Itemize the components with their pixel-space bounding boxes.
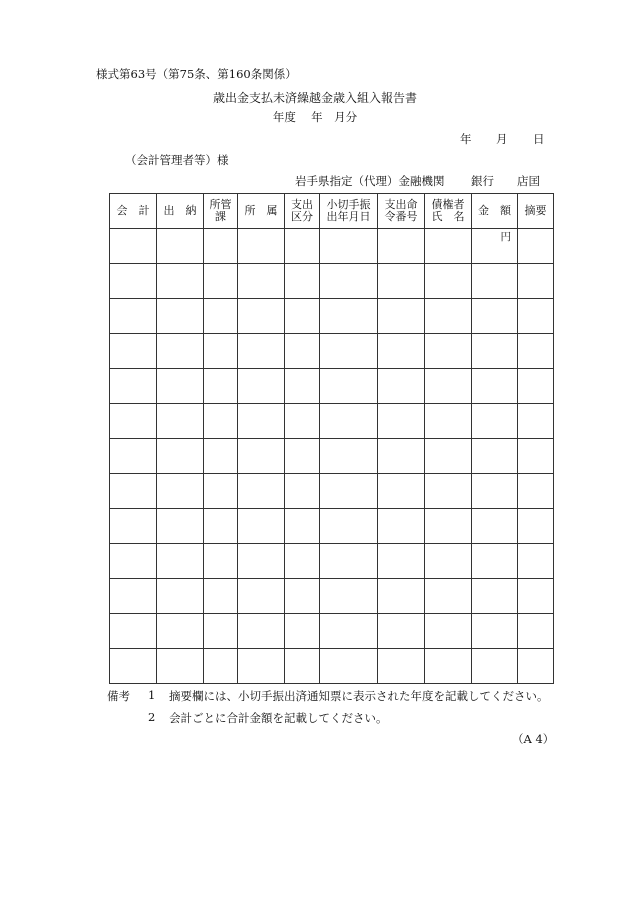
table-row	[110, 439, 554, 474]
cell-expense-category[interactable]	[285, 334, 320, 369]
cell-remarks[interactable]	[518, 439, 554, 474]
cell-remarks[interactable]	[518, 474, 554, 509]
cell-remarks[interactable]	[518, 369, 554, 404]
cell-affiliation[interactable]	[238, 229, 285, 264]
cell-order-number[interactable]	[378, 649, 425, 684]
cell-order-number[interactable]	[378, 264, 425, 299]
cell-creditor-name[interactable]	[425, 544, 472, 579]
cell-accounting[interactable]	[110, 299, 157, 334]
notes-label: 備考	[107, 689, 130, 703]
cell-disbursement[interactable]	[157, 439, 204, 474]
cell-affiliation[interactable]	[238, 544, 285, 579]
cell-remarks[interactable]	[518, 404, 554, 439]
branch-label: 店囯	[517, 174, 540, 188]
note-number: 2	[148, 710, 156, 724]
cell-order-number[interactable]	[378, 369, 425, 404]
column-header-amount: 金 額	[472, 194, 518, 229]
column-header-expense-category: 支出 区分	[285, 194, 320, 229]
financial-institution-label: 岩手県指定（代理）金融機関	[295, 174, 445, 188]
cell-remarks[interactable]	[518, 264, 554, 299]
cell-creditor-name[interactable]	[425, 369, 472, 404]
cell-check-issue-date[interactable]	[320, 614, 378, 649]
report-period: 年度 年 月分	[272, 110, 358, 124]
table-row	[110, 229, 554, 264]
cell-department[interactable]	[204, 369, 238, 404]
cell-order-number[interactable]	[378, 474, 425, 509]
cell-creditor-name[interactable]	[425, 649, 472, 684]
cell-check-issue-date[interactable]	[320, 229, 378, 264]
cell-accounting[interactable]	[110, 614, 157, 649]
cell-affiliation[interactable]	[238, 474, 285, 509]
table-header-row	[110, 194, 554, 229]
cell-department[interactable]	[204, 614, 238, 649]
table-row	[110, 264, 554, 299]
cell-check-issue-date[interactable]	[320, 334, 378, 369]
table-row	[110, 614, 554, 649]
cell-affiliation[interactable]	[238, 299, 285, 334]
addressee: （会計管理者等）様	[125, 153, 229, 167]
cell-affiliation[interactable]	[238, 509, 285, 544]
cell-accounting[interactable]	[110, 579, 157, 614]
cell-expense-category[interactable]	[285, 299, 320, 334]
cell-expense-category[interactable]	[285, 369, 320, 404]
cell-accounting[interactable]	[110, 369, 157, 404]
cell-department[interactable]	[204, 264, 238, 299]
cell-accounting[interactable]	[110, 334, 157, 369]
cell-department[interactable]	[204, 474, 238, 509]
cell-check-issue-date[interactable]	[320, 474, 378, 509]
cell-remarks[interactable]	[518, 649, 554, 684]
table-row	[110, 544, 554, 579]
table-row	[110, 334, 554, 369]
note-number: 1	[148, 688, 156, 702]
cell-disbursement[interactable]	[157, 264, 204, 299]
cell-amount[interactable]	[472, 299, 518, 334]
cell-check-issue-date[interactable]	[320, 404, 378, 439]
cell-amount[interactable]	[472, 264, 518, 299]
cell-disbursement[interactable]	[157, 404, 204, 439]
cell-department[interactable]	[204, 579, 238, 614]
cell-amount[interactable]	[472, 439, 518, 474]
cell-remarks[interactable]	[518, 229, 554, 264]
cell-amount[interactable]	[472, 509, 518, 544]
table-row	[110, 509, 554, 544]
cell-amount[interactable]	[472, 369, 518, 404]
cell-disbursement[interactable]	[157, 544, 204, 579]
cell-accounting[interactable]	[110, 649, 157, 684]
table-row	[110, 369, 554, 404]
cell-affiliation[interactable]	[238, 404, 285, 439]
cell-creditor-name[interactable]	[425, 509, 472, 544]
cell-creditor-name[interactable]	[425, 264, 472, 299]
column-header-creditor-name: 債権者 氏 名	[425, 194, 472, 229]
cell-check-issue-date[interactable]	[320, 509, 378, 544]
note-text: 摘要欄には、小切手振出済通知票に表示された年度を記載してください。	[169, 689, 549, 703]
cell-affiliation[interactable]	[238, 264, 285, 299]
cell-creditor-name[interactable]	[425, 474, 472, 509]
cell-accounting[interactable]	[110, 474, 157, 509]
cell-check-issue-date[interactable]	[320, 369, 378, 404]
cell-remarks[interactable]	[518, 614, 554, 649]
column-header-order-number: 支出命 令番号	[378, 194, 425, 229]
cell-disbursement[interactable]	[157, 229, 204, 264]
cell-check-issue-date[interactable]	[320, 264, 378, 299]
amount-unit-label: 円	[500, 231, 511, 243]
cell-remarks[interactable]	[518, 334, 554, 369]
cell-disbursement[interactable]	[157, 614, 204, 649]
column-header-check-issue-date: 小切手振 出年月日	[320, 194, 378, 229]
cell-disbursement[interactable]	[157, 474, 204, 509]
cell-disbursement[interactable]	[157, 649, 204, 684]
cell-department[interactable]	[204, 299, 238, 334]
column-header-accounting: 会 計	[110, 194, 157, 229]
cell-expense-category[interactable]	[285, 614, 320, 649]
cell-order-number[interactable]	[378, 334, 425, 369]
column-header-remarks: 摘要	[518, 194, 554, 229]
cell-order-number[interactable]	[378, 299, 425, 334]
table-row	[110, 404, 554, 439]
cell-amount[interactable]	[472, 579, 518, 614]
table-row	[110, 474, 554, 509]
cell-order-number[interactable]	[378, 614, 425, 649]
cell-amount[interactable]	[472, 334, 518, 369]
cell-expense-category[interactable]	[285, 474, 320, 509]
cell-affiliation[interactable]	[238, 579, 285, 614]
date-month-label: 月	[496, 132, 508, 146]
cell-order-number[interactable]	[378, 439, 425, 474]
cell-amount[interactable]	[472, 229, 518, 264]
cell-creditor-name[interactable]	[425, 579, 472, 614]
cell-expense-category[interactable]	[285, 579, 320, 614]
column-header-affiliation: 所 属	[238, 194, 285, 229]
cell-accounting[interactable]	[110, 509, 157, 544]
cell-amount[interactable]	[472, 649, 518, 684]
cell-expense-category[interactable]	[285, 404, 320, 439]
cell-accounting[interactable]	[110, 264, 157, 299]
cell-expense-category[interactable]	[285, 229, 320, 264]
date-day-label: 日	[533, 132, 545, 146]
cell-disbursement[interactable]	[157, 369, 204, 404]
cell-affiliation[interactable]	[238, 649, 285, 684]
cell-expense-category[interactable]	[285, 264, 320, 299]
cell-disbursement[interactable]	[157, 334, 204, 369]
document-title: 歳出金支払未済繰越金歳入組入報告書	[212, 91, 417, 105]
cell-disbursement[interactable]	[157, 579, 204, 614]
form-number: 様式第63号（第75条、第160条関係）	[96, 67, 297, 81]
cell-order-number[interactable]	[378, 579, 425, 614]
table-row	[110, 299, 554, 334]
cell-disbursement[interactable]	[157, 299, 204, 334]
cell-amount[interactable]	[472, 474, 518, 509]
cell-department[interactable]	[204, 439, 238, 474]
cell-expense-category[interactable]	[285, 509, 320, 544]
cell-department[interactable]	[204, 649, 238, 684]
cell-affiliation[interactable]	[238, 334, 285, 369]
cell-creditor-name[interactable]	[425, 614, 472, 649]
cell-expense-category[interactable]	[285, 649, 320, 684]
cell-check-issue-date[interactable]	[320, 579, 378, 614]
cell-accounting[interactable]	[110, 439, 157, 474]
cell-department[interactable]	[204, 229, 238, 264]
paper-size-label: （A 4）	[512, 732, 555, 746]
cell-check-issue-date[interactable]	[320, 439, 378, 474]
cell-expense-category[interactable]	[285, 544, 320, 579]
cell-expense-category[interactable]	[285, 439, 320, 474]
cell-department[interactable]	[204, 544, 238, 579]
date-year-label: 年	[460, 132, 472, 146]
cell-order-number[interactable]	[378, 544, 425, 579]
cell-department[interactable]	[204, 334, 238, 369]
note-text: 会計ごとに合計金額を記載してください。	[169, 711, 388, 725]
cell-creditor-name[interactable]	[425, 439, 472, 474]
cell-affiliation[interactable]	[238, 369, 285, 404]
cell-remarks[interactable]	[518, 509, 554, 544]
cell-creditor-name[interactable]	[425, 334, 472, 369]
cell-remarks[interactable]	[518, 544, 554, 579]
table-row	[110, 649, 554, 684]
cell-disbursement[interactable]	[157, 509, 204, 544]
cell-remarks[interactable]	[518, 579, 554, 614]
table-row	[110, 579, 554, 614]
cell-order-number[interactable]	[378, 404, 425, 439]
cell-creditor-name[interactable]	[425, 229, 472, 264]
cell-accounting[interactable]	[110, 404, 157, 439]
cell-department[interactable]	[204, 509, 238, 544]
cell-check-issue-date[interactable]	[320, 544, 378, 579]
column-header-disbursement: 出 納	[157, 194, 204, 229]
column-header-department: 所管 課	[204, 194, 238, 229]
cell-accounting[interactable]	[110, 544, 157, 579]
cell-creditor-name[interactable]	[425, 299, 472, 334]
cell-check-issue-date[interactable]	[320, 299, 378, 334]
cell-amount[interactable]	[472, 404, 518, 439]
cell-order-number[interactable]	[378, 229, 425, 264]
report-table	[109, 193, 554, 684]
cell-order-number[interactable]	[378, 509, 425, 544]
bank-label: 銀行	[471, 174, 494, 188]
cell-department[interactable]	[204, 404, 238, 439]
cell-affiliation[interactable]	[238, 439, 285, 474]
cell-affiliation[interactable]	[238, 614, 285, 649]
cell-accounting[interactable]	[110, 229, 157, 264]
cell-creditor-name[interactable]	[425, 404, 472, 439]
cell-amount[interactable]	[472, 614, 518, 649]
cell-amount[interactable]	[472, 544, 518, 579]
cell-check-issue-date[interactable]	[320, 649, 378, 684]
cell-remarks[interactable]	[518, 299, 554, 334]
